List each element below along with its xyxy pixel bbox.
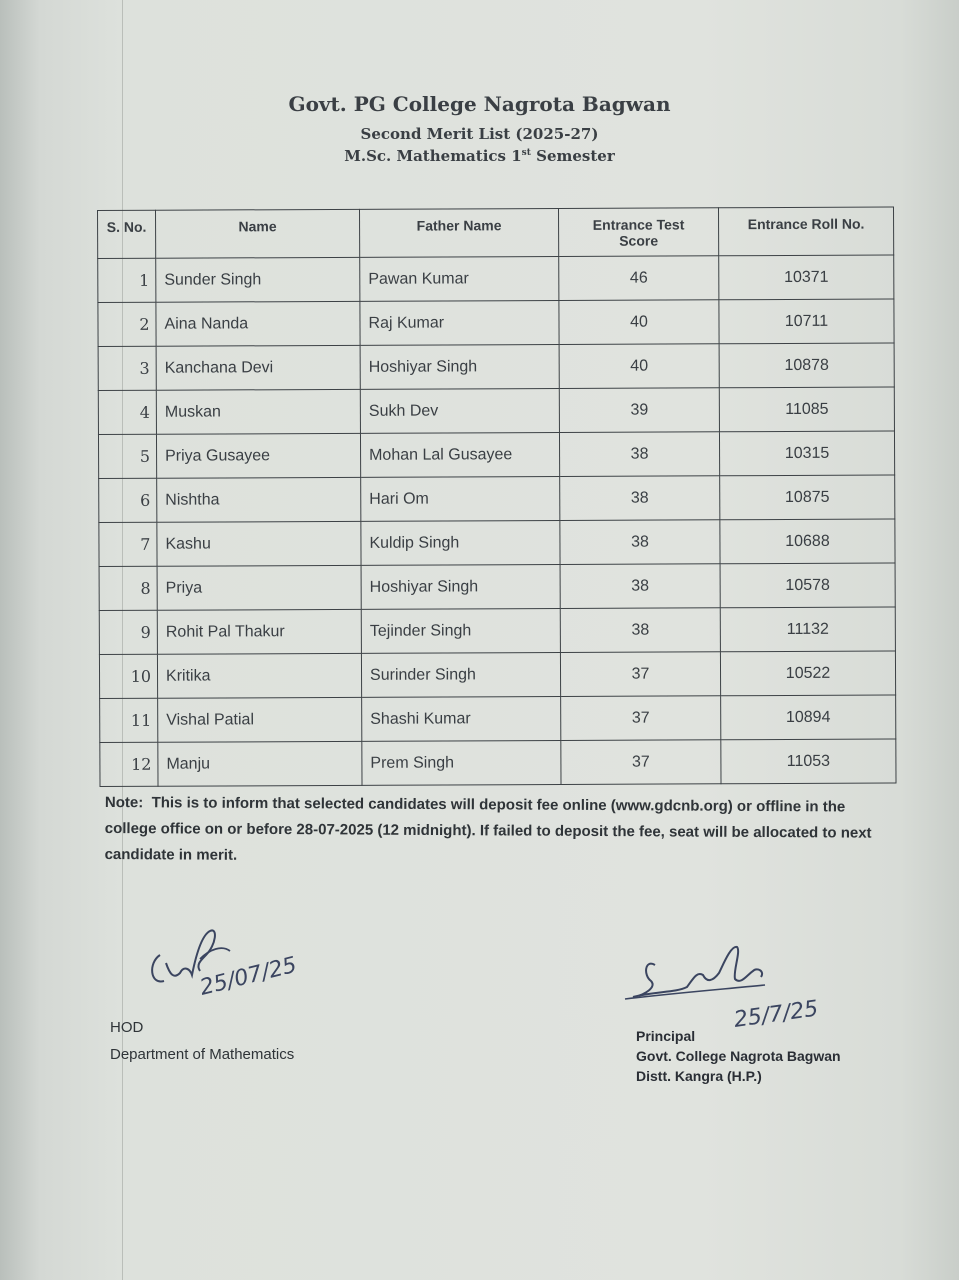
header-score	[558, 208, 718, 257]
cell-name: Aina Nanda	[156, 301, 360, 346]
hod-department: Department of Mathematics	[110, 1046, 295, 1063]
cell-score: 40	[559, 300, 719, 345]
cell-roll: 10522	[720, 651, 895, 696]
hod-block	[110, 1014, 294, 1068]
header-score-line2: Score	[619, 232, 659, 249]
cell-roll: 10878	[719, 343, 894, 388]
cell-roll: 11132	[720, 607, 895, 652]
cell-sno: 5	[98, 434, 156, 478]
table-row	[98, 255, 894, 302]
cell-name: Priya Gusayee	[156, 433, 360, 478]
note-paragraph	[105, 790, 890, 873]
cell-score: 37	[561, 740, 721, 785]
cell-score: 39	[559, 388, 719, 433]
header-score-line1: Entrance Test	[592, 216, 685, 233]
merit-table	[97, 207, 897, 787]
cell-father: Hoshiyar Singh	[361, 564, 560, 609]
cell-score: 37	[560, 652, 720, 697]
cell-score: 40	[559, 344, 719, 389]
cell-father: Tejinder Singh	[361, 608, 560, 653]
cell-sno: 3	[98, 346, 156, 390]
cell-father: Pawan Kumar	[360, 256, 559, 301]
table-row	[99, 563, 895, 610]
cell-score: 38	[560, 564, 720, 609]
table-row	[100, 739, 896, 786]
cell-name: Kritika	[157, 653, 361, 698]
table-row	[99, 607, 895, 654]
cell-score: 46	[559, 256, 719, 301]
cell-sno: 12	[100, 742, 158, 786]
course-title	[0, 147, 959, 165]
cell-father: Shashi Kumar	[362, 696, 561, 741]
cell-sno: 1	[98, 258, 156, 302]
header-sno: S. No.	[98, 210, 156, 258]
cell-roll: 10711	[719, 299, 894, 344]
cell-father: Sukh Dev	[360, 388, 559, 433]
principal-signature-date: 25/7/25	[732, 996, 820, 1033]
principal-college: Govt. College Nagrota Bagwan	[636, 1048, 841, 1064]
hod-signature-date: 25/07/25	[197, 952, 300, 1001]
cell-name: Kashu	[157, 521, 361, 566]
cell-sno: 7	[99, 522, 157, 566]
cell-name: Kanchana Devi	[156, 345, 360, 390]
cell-roll: 10894	[721, 695, 896, 740]
principal-title: Principal	[636, 1028, 696, 1044]
table-row	[99, 651, 895, 698]
principal-district: Distt. Kangra (H.P.)	[636, 1068, 762, 1084]
cell-score: 38	[560, 520, 720, 565]
cell-sno: 4	[98, 390, 156, 434]
cell-name: Nishtha	[157, 477, 361, 522]
note-text: This is to inform that selected candidates will deposit fee online (www.gdcnb.org) or offline in the college office on or before 28-07-2025 (12 midnight). If failed to deposit the fee, seat will be allocated to next candidate in merit.	[104, 794, 872, 864]
cell-score: 37	[561, 696, 721, 741]
table-row	[99, 475, 895, 522]
table-row	[98, 343, 894, 390]
header-name: Name	[156, 209, 360, 258]
cell-score: 38	[560, 476, 720, 521]
cell-father: Mohan Lal Gusayee	[360, 432, 559, 477]
table-row	[99, 519, 895, 566]
cell-roll: 10315	[719, 431, 894, 476]
cell-sno: 9	[99, 610, 157, 654]
hod-title: HOD	[110, 1019, 144, 1036]
hod-signature	[140, 915, 330, 1005]
cell-father: Hari Om	[361, 476, 560, 521]
cell-roll: 10371	[719, 255, 894, 300]
cell-roll: 10875	[720, 475, 895, 520]
college-name: Govt. PG College Nagrota Bagwan	[288, 92, 671, 116]
cell-father: Hoshiyar Singh	[360, 344, 559, 389]
cell-father: Raj Kumar	[360, 300, 559, 345]
principal-signature	[615, 935, 855, 1035]
cell-father: Kuldip Singh	[361, 520, 560, 565]
note-label: Note:	[104, 793, 144, 812]
header-father-name: Father Name	[359, 208, 558, 257]
table-row	[98, 299, 894, 346]
table-row	[100, 695, 896, 742]
course-name: M.Sc. Mathematics 1	[344, 147, 522, 165]
cell-roll: 11085	[719, 387, 894, 432]
cell-sno: 11	[100, 698, 158, 742]
cell-name: Muskan	[156, 389, 360, 434]
course-suffix: Semester	[530, 147, 615, 165]
principal-stamp	[636, 1026, 841, 1086]
cell-name: Rohit Pal Thakur	[157, 609, 361, 654]
cell-sno: 2	[98, 302, 156, 346]
course-superscript: st	[521, 148, 531, 158]
table-header-row	[98, 207, 894, 258]
cell-score: 38	[560, 608, 720, 653]
cell-roll: 10578	[720, 563, 895, 608]
cell-name: Sunder Singh	[156, 257, 360, 302]
cell-name: Priya	[157, 565, 361, 610]
table-row	[98, 431, 894, 478]
cell-name: Manju	[158, 741, 362, 786]
cell-father: Surinder Singh	[361, 652, 560, 697]
cell-roll: 10688	[720, 519, 895, 564]
cell-sno: 6	[99, 478, 157, 522]
merit-list-title: Second Merit List (2025-27)	[360, 125, 599, 143]
cell-roll: 11053	[721, 739, 896, 784]
cell-father: Prem Singh	[362, 740, 561, 785]
cell-score: 38	[559, 432, 719, 477]
cell-sno: 10	[99, 654, 157, 698]
cell-sno: 8	[99, 566, 157, 610]
table-row	[98, 387, 894, 434]
cell-name: Vishal Patial	[158, 697, 362, 742]
header-roll: Entrance Roll No.	[718, 207, 893, 256]
